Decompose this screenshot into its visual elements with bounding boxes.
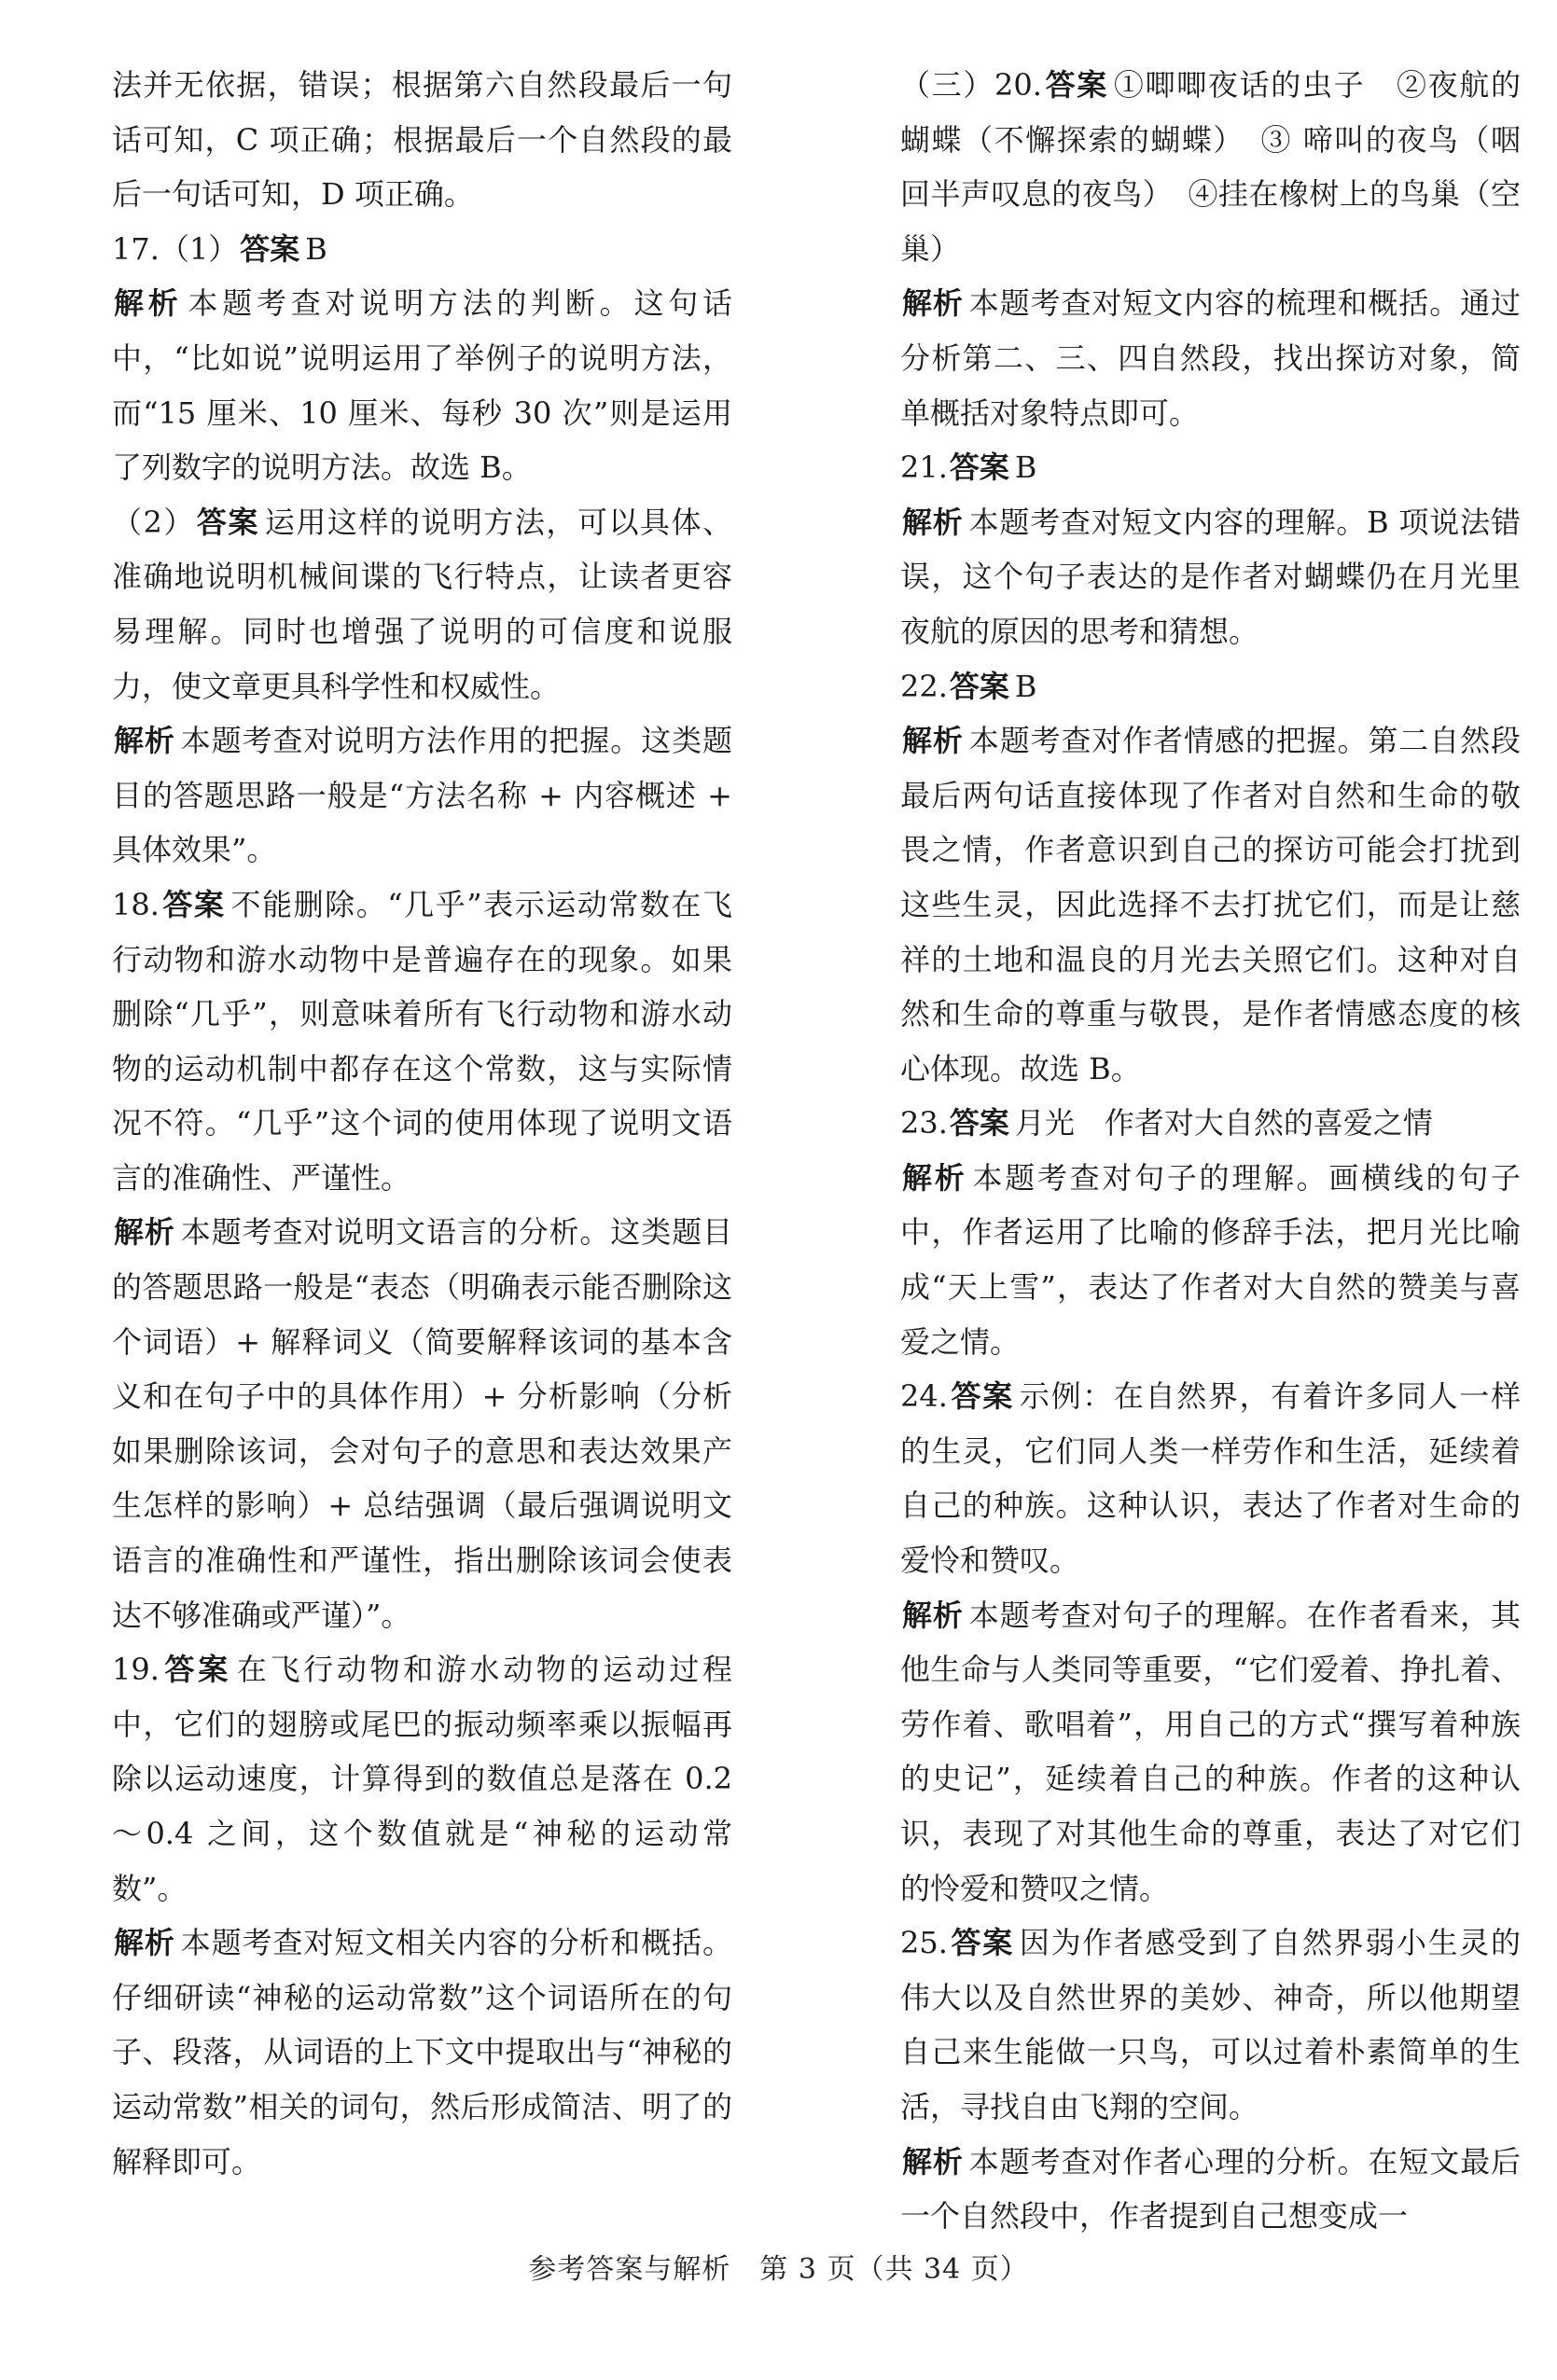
- paragraph-text: 不能删除。“几乎”表示运动常数在飞行动物和游水动物中是普遍存在的现象。如果删除“几乎”，则意味着所有飞行动物和游水动物的运动机制中都存在这个常数，这与实际情况不符。“几乎”这个词的使用体现了说明文语言的准确性、严谨性。: [112, 886, 732, 1196]
- question-number: 22.: [900, 668, 948, 704]
- answer-paragraph: [900, 495, 1521, 659]
- answer-label: 答案: [160, 1652, 231, 1688]
- paragraph-text: 运用这样的说明方法，可以具体、准确地说明机械间谍的飞行特点，让读者更容易理解。同时也增强了说明的可信度和说服力，使文章更具科学性和权威性。: [112, 504, 732, 704]
- answer-paragraph: [112, 58, 732, 222]
- paragraph-text: ①唧唧夜话的虫子 ②夜航的蝴蝶（不懈探索的蝴蝶） ③ 啼叫的夜鸟（咽回半声叹息的夜鸟） ④挂在橡树上的鸟巢（空巢）: [900, 67, 1521, 267]
- answer-paragraph: [900, 440, 1521, 495]
- analysis-label: 解析: [114, 723, 175, 759]
- right-column: [900, 58, 1521, 2244]
- paragraph-text: 本题考查对作者情感的把握。第二自然段最后两句话直接体现了作者对自然和生命的敬畏之情，作者意识到自己的探访可能会打扰到这些生灵，因此选择不去打扰它们，而是让慈祥的土地和温良的月光去关照它们。这种对自然和生命的尊重与敬畏，是作者情感态度的核心体现。故选 B。: [900, 723, 1521, 1086]
- analysis-label: 解析: [902, 504, 964, 540]
- answer-paragraph: [900, 276, 1521, 440]
- analysis-label: 解析: [902, 1159, 967, 1196]
- paragraph-text: 在飞行动物和游水动物的运动过程中，它们的翅膀或尾巴的振动频率乘以振幅再除以运动速度，计算得到的数值总是落在 0.2～0.4 之间，这个数值就是“神秘的运动常数”。: [112, 1652, 732, 1906]
- paragraph-text: 因为作者感受到了自然界弱小生灵的伟大以及自然世界的美妙、神奇，所以他期望自己来生能做一只鸟，可以过着朴素简单的生活，寻找自由飞翔的空间。: [900, 1925, 1521, 2124]
- paragraph-text: B: [305, 230, 327, 267]
- question-number: （三）20.: [900, 67, 1042, 103]
- analysis-label: 解析: [114, 285, 183, 322]
- answer-paragraph: [112, 222, 732, 277]
- paragraph-text: 本题考查对句子的理解。画横线的句子中，作者运用了比喻的修辞手法，把月光比喻成“天上雪”，表达了作者对大自然的赞美与喜爱之情。: [900, 1159, 1521, 1360]
- paragraph-text: 本题考查对作者心理的分析。在短文最后一个自然段中，作者提到自己想变成一: [900, 2143, 1521, 2235]
- answer-label: 答案: [196, 504, 259, 540]
- question-number: 19.: [112, 1652, 160, 1688]
- question-number: 21.: [900, 450, 948, 486]
- question-number: 17.（1）: [112, 230, 239, 267]
- answer-label: 答案: [949, 1378, 1014, 1415]
- answer-paragraph: [900, 1588, 1521, 1916]
- answer-label: 答案: [949, 668, 1009, 704]
- answer-label: 答案: [949, 1925, 1014, 1961]
- answer-paragraph: [112, 878, 732, 1206]
- answer-label: 答案: [1043, 67, 1108, 103]
- answer-paragraph: [900, 1151, 1521, 1369]
- paragraph-text: 本题考查对短文相关内容的分析和概括。仔细研读“神秘的运动常数”这个词语所在的句子、段落，从词语的上下文中提取出与“神秘的运动常数”相关的词句，然后形成简洁、明了的解释即可。: [112, 1925, 732, 2179]
- answer-label: 答案: [949, 1105, 1009, 1142]
- paragraph-text: 本题考查对说明文语言的分析。这类题目的答题思路一般是“表态（明确表示能否删除这个词语）+ 解释词义（简要解释该词的基本含义和在句子中的具体作用）+ 分析影响（分析如果删除该词，会对句子的意思和表达效果产生怎样的影响）+ 总结强调（最后强调说明文语言的准确性和严谨性，指出删除该词会使表达不够准确或严谨）”。: [112, 1214, 732, 1633]
- analysis-label: 解析: [902, 1597, 964, 1633]
- paragraph-text: 示例：在自然界，有着许多同人一样的生灵，它们同人类一样劳作和生活，延续着自己的种族。这种认识，表达了作者对生命的爱怜和赞叹。: [900, 1378, 1521, 1579]
- paragraph-text: 本题考查对说明方法作用的把握。这类题目的答题思路一般是“方法名称 + 内容概述 + 具体效果”。: [112, 723, 732, 868]
- answer-paragraph: [900, 2135, 1521, 2244]
- question-number: 18.: [112, 886, 160, 922]
- paragraph-text: 本题考查对句子的理解。在作者看来，其他生命与人类同等重要，“它们爱着、挣扎着、劳作着、歌唱着”，用自己的方式“撰写着种族的史记”，延续着自己的种族。作者的这种认识，表现了对其他生命的尊重，表达了对它们的怜爱和赞叹之情。: [900, 1597, 1521, 1906]
- answer-label: 答案: [160, 886, 226, 922]
- answer-label: 答案: [240, 230, 300, 267]
- analysis-label: 解析: [114, 1214, 175, 1251]
- answer-paragraph: [900, 58, 1521, 276]
- left-column: [112, 58, 732, 2189]
- question-number: 25.: [900, 1925, 948, 1961]
- answer-paragraph: [900, 713, 1521, 1096]
- paragraph-text: B: [1014, 450, 1037, 486]
- paragraph-text: 本题考查对短文内容的梳理和概括。通过分析第二、三、四自然段，找出探访对象，简单概括对象特点即可。: [900, 285, 1521, 431]
- page-footer: 参考答案与解析 第 3 页（共 34 页）: [528, 2253, 1029, 2286]
- analysis-label: 解析: [902, 285, 964, 322]
- answer-paragraph: [112, 276, 732, 494]
- answer-paragraph: [900, 659, 1521, 714]
- question-number: 24.: [900, 1378, 948, 1415]
- analysis-label: 解析: [902, 2143, 964, 2179]
- answer-paragraph: [112, 1205, 732, 1642]
- paragraph-text: B: [1014, 668, 1037, 704]
- paragraph-text: 法并无依据，错误；根据第六自然段最后一句话可知，C 项正确；根据最后一个自然段的最后一句话可知，D 项正确。: [112, 67, 732, 213]
- question-number: 23.: [900, 1105, 948, 1142]
- answer-paragraph: [900, 1096, 1521, 1151]
- answer-paragraph: [112, 1916, 732, 2189]
- analysis-label: 解析: [902, 723, 964, 759]
- answer-label: 答案: [949, 450, 1009, 486]
- question-number: （2）: [112, 504, 195, 540]
- answer-paragraph: [112, 495, 732, 713]
- answer-paragraph: [112, 1642, 732, 1916]
- answer-paragraph: [900, 1369, 1521, 1587]
- paragraph-text: 本题考查对说明方法的判断。这句话中，“比如说”说明运用了举例子的说明方法，而“15 厘米、10 厘米、每秒 30 次”则是运用了列数字的说明方法。故选 B。: [112, 285, 732, 486]
- paragraph-text: 月光 作者对大自然的喜爱之情: [1014, 1105, 1433, 1142]
- analysis-label: 解析: [114, 1925, 175, 1961]
- answer-paragraph: [900, 1916, 1521, 2134]
- paragraph-text: 本题考查对短文内容的理解。B 项说法错误，这个句子表达的是作者对蝴蝶仍在月光里夜航的原因的思考和猜想。: [900, 504, 1521, 649]
- answer-paragraph: [112, 713, 732, 878]
